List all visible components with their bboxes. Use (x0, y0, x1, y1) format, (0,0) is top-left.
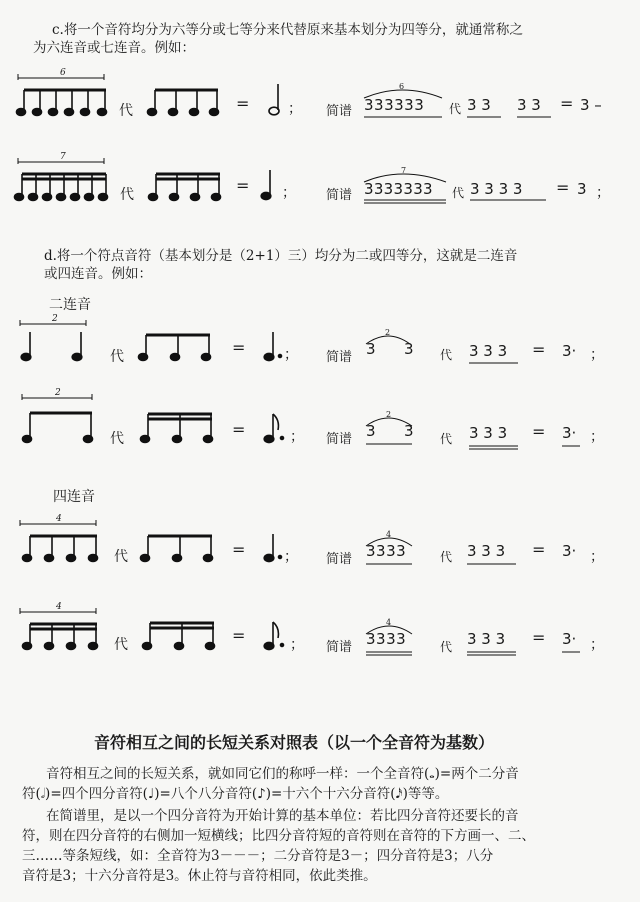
dai-row6: 代 (114, 637, 128, 653)
jianpu-label-row6: 简谱 (326, 640, 353, 655)
semi-row3-jp: ； (590, 347, 604, 363)
jianpu-row5-right: 3· (562, 542, 577, 560)
quadruplet-heading: 四连音 (53, 489, 95, 505)
jianpu-row1-mid-a: 3 3 (467, 96, 491, 114)
dai-row1: 代 (119, 103, 133, 119)
section-p1: 音符相互之间的长短关系，就如同它们的称呼一样：一个全音符(𝅝)=两个二分音 (46, 766, 519, 782)
jianpu-row1-mid-b: 3 3 (517, 96, 541, 114)
semi-row3: ； (284, 347, 298, 363)
para-c-line1: c.将一个音符均分为六等分或七等分来代替原来基本划分为四等分，就通常称之 (52, 22, 523, 38)
jianpu-row1-left: 333333 (364, 96, 425, 114)
jianpu-label-row5: 简谱 (326, 552, 353, 567)
semi-row5-jp: ； (590, 549, 604, 565)
jianpu-row2-mid: 3 3 3 3 (470, 180, 523, 198)
eq-row4-jp: = (532, 422, 546, 441)
tuplet-four-jianpu-row6: 4 (386, 618, 392, 627)
section-p1b: 符(𝅗𝅥)=四个四分音符(♩)=八个八分音符(♪)=十六个十六分音符(𝅘𝅥𝅯)等等。 (22, 786, 449, 802)
para-c-line2: 为六连音或七连音。例如： (33, 40, 195, 56)
jianpu-row4-mid: 3 3 3 (469, 424, 508, 442)
dai-row2: 代 (120, 187, 134, 203)
eq-row1-jp: = (560, 94, 574, 113)
dai-row6-jp: 代 (440, 640, 453, 654)
tuplet-two-jianpu-row3: 2 (385, 328, 391, 337)
semi-row4: ； (290, 429, 304, 445)
eq-row1: = (236, 94, 250, 113)
eq-row4: = (232, 420, 246, 439)
dai-row1-jp: 代 (449, 102, 462, 116)
tuplet-six-staff: 6 (60, 68, 66, 78)
jianpu-row6-left: 3333 (366, 630, 407, 648)
jianpu-row4-right: 3· (562, 424, 577, 442)
section-p2c: 三……等条短线，如：全音符为3－－－；二分音符是3－；四分音符是3；八分 (22, 848, 494, 864)
dai-row3: 代 (110, 349, 124, 365)
para-d-line1: d.将一个符点音符（基本划分是（2+1）三）均分为二或四等分，这就是二连音 (44, 248, 518, 264)
tuplet-four-staff-row6: 4 (56, 602, 62, 612)
section-p2b: 符，则在四分音符的右侧加一短横线；比四分音符短的音符则在音符的下方画一、二、 (22, 828, 535, 844)
para-d-line2: 或四连音。例如： (44, 266, 152, 282)
dai-row5-jp: 代 (440, 550, 453, 564)
jianpu-row5-left: 3333 (366, 542, 407, 560)
jianpu-row1-right: 3 – (580, 96, 602, 114)
section-p2d: 音符是3；十六分音符是3。休止符与音符相同，依此类推。 (22, 868, 377, 884)
jianpu-row2-right: 3 (577, 180, 587, 198)
jianpu-row6-mid: 3 3 3 (467, 630, 506, 648)
eq-row3-jp: = (532, 340, 546, 359)
semi-row6: ； (290, 637, 304, 653)
section-title: 音符相互之间的长短关系对照表（以一个全音符为基数） (94, 733, 495, 752)
eq-row5: = (232, 540, 246, 559)
semi-row6-jp: ； (590, 637, 604, 653)
eq-row2: = (236, 176, 250, 195)
jianpu-row6-right: 3· (562, 630, 577, 648)
eq-row6-jp: = (532, 628, 546, 647)
dai-row5: 代 (114, 549, 128, 565)
tuplet-six-jianpu: 6 (399, 82, 405, 91)
semi-row4-jp: ； (590, 429, 604, 445)
jianpu-label-row4: 简谱 (326, 432, 353, 447)
semi-row2-jp: ； (596, 185, 610, 201)
duplet-heading: 二连音 (49, 297, 91, 313)
jianpu-label-row1: 简谱 (326, 104, 353, 119)
tuplet-four-jianpu-row5: 4 (386, 530, 392, 539)
jianpu-label-row2: 简谱 (326, 188, 353, 203)
section-p2: 在简谱里，是以一个四分音符为开始计算的基本单位：若比四分音符还要长的音 (46, 808, 519, 824)
jianpu-row3-left-a: 3 (366, 340, 376, 358)
semi-row1: ； (288, 101, 302, 117)
dai-row3-jp: 代 (440, 348, 453, 362)
jianpu-row3-mid: 3 3 3 (469, 342, 508, 360)
jianpu-label-row3: 简谱 (326, 350, 353, 365)
tuplet-seven-staff: 7 (60, 152, 66, 162)
semi-row2: ； (282, 185, 296, 201)
jianpu-row4-left-b: 3 (404, 422, 414, 440)
tuplet-four-staff-row5: 4 (56, 514, 62, 524)
eq-row6: = (232, 626, 246, 645)
dai-row2-jp: 代 (452, 186, 465, 200)
jianpu-row3-right: 3· (562, 342, 577, 360)
dai-row4: 代 (110, 431, 124, 447)
jianpu-row5-mid: 3 3 3 (467, 542, 506, 560)
tuplet-two-jianpu-row4: 2 (386, 410, 392, 419)
tuplet-seven-jianpu: 7 (401, 166, 407, 175)
eq-row2-jp: = (556, 178, 570, 197)
tuplet-two-staff-row3: 2 (52, 314, 58, 324)
semi-row5: ； (284, 549, 298, 565)
eq-row5-jp: = (532, 540, 546, 559)
jianpu-row3-left-b: 3 (404, 340, 414, 358)
jianpu-row2-left: 3333333 (364, 180, 433, 198)
jianpu-row4-left-a: 3 (366, 422, 376, 440)
dai-row4-jp: 代 (440, 432, 453, 446)
tuplet-two-staff-row4: 2 (55, 388, 61, 398)
eq-row3: = (232, 338, 246, 357)
